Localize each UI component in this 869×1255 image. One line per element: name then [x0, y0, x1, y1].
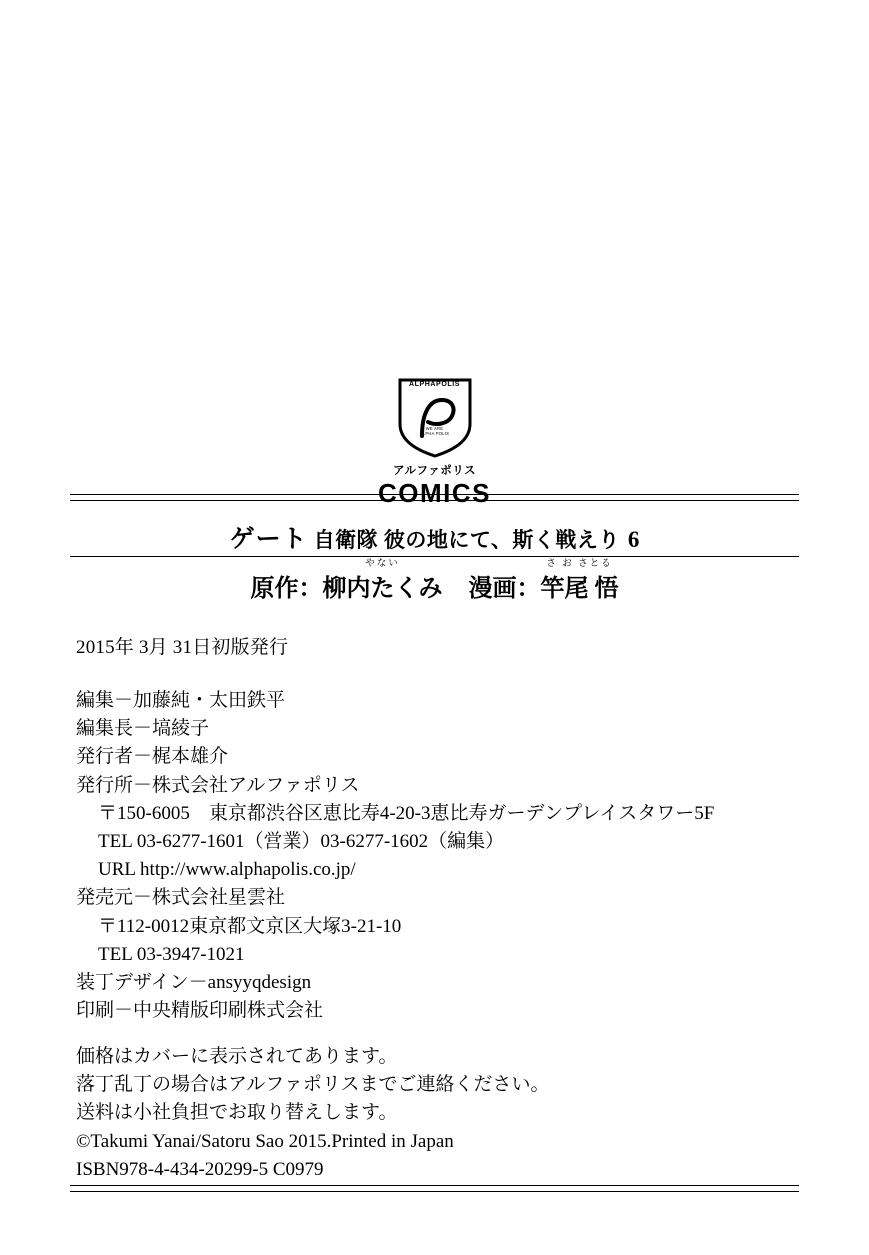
manga-artist-label: 漫画：	[468, 576, 541, 602]
copyright-line: ©Takumi Yanai/Satoru Sao 2015.Printed in Japan	[76, 1130, 454, 1152]
original-author-name-wrap	[322, 559, 443, 603]
colophon-line: 〒112-0012東京都文京区大塚3-21-10	[98, 915, 402, 937]
alphapolis-wordmark: ALPHAPOLIS	[408, 381, 461, 388]
colophon-line: TEL 03-6277-1601（営業）03-6277-1602（編集）	[98, 831, 505, 853]
manga-artist-ruby: さ お さとる	[546, 559, 613, 569]
colophon-line-url: URL http://www.alphapolis.co.jp/	[98, 859, 356, 881]
shield-small-text	[396, 426, 474, 436]
colophon-list	[76, 687, 816, 1025]
title-main: ゲート	[229, 526, 308, 553]
colophon-line: 編集－加藤純・太田鉄平	[76, 690, 286, 711]
publisher-kana-label: アルファポリス	[392, 465, 477, 477]
divider-bottom-1	[70, 1185, 799, 1186]
divider-top-2	[70, 500, 799, 501]
note-line: 送料は小社負担でお取り替えします。	[76, 1102, 398, 1124]
credits-line	[0, 559, 869, 603]
colophon-line: 発行者－梶本雄介	[76, 746, 229, 768]
original-author-label: 原作：	[250, 576, 323, 602]
colophon-line: 装丁デザイン－ansyyqdesign	[76, 972, 312, 994]
shield-small-text-line1: WE ARE	[425, 426, 444, 431]
original-author-name: 柳内たくみ	[322, 576, 443, 602]
publication-date: 2015年 3月 31日初版発行	[76, 637, 289, 658]
colophon-line: 印刷－中央精版印刷株式会社	[76, 1000, 324, 1022]
comics-label: COMICS	[378, 478, 491, 508]
note-line: 価格はカバーに表示されてあります。	[76, 1046, 398, 1067]
isbn-line: ISBN978-4-434-20299-5 C0979	[76, 1158, 324, 1180]
divider-top-1	[70, 494, 799, 495]
colophon-line: 発行所－株式会社アルファポリス	[76, 774, 360, 796]
colophon-line: 発売元－株式会社星雲社	[76, 887, 286, 909]
divider-bottom-2	[70, 1191, 799, 1192]
alphapolis-shield-icon	[396, 378, 474, 458]
colophon-line: 編集長－塙綾子	[76, 718, 210, 740]
publisher-logo	[0, 378, 869, 507]
manga-artist-name-wrap	[540, 559, 619, 603]
colophon-line: TEL 03-3947-1021	[98, 943, 245, 965]
book-title	[0, 519, 869, 555]
notes-list	[76, 1043, 816, 1184]
colophon-line: 〒150-6005 東京都渋谷区恵比寿4-20-3恵比寿ガーデンプレイスタワー5F	[98, 802, 715, 824]
title-volume: 6	[627, 527, 640, 552]
title-subtitle: 自衛隊 彼の地にて、斯く戦えり	[313, 528, 620, 552]
note-line: 落丁乱丁の場合はアルファポリスまでご連絡ください。	[76, 1074, 550, 1096]
original-author-ruby: やない	[365, 559, 400, 569]
manga-artist-name: 竿尾 悟	[540, 576, 619, 602]
shield-small-text-line2: ALPHA POLIS	[419, 431, 450, 436]
